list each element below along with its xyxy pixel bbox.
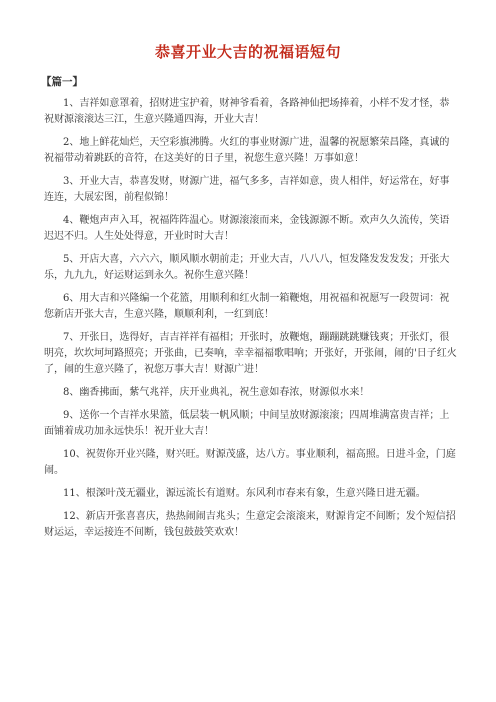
section-label: 【篇一】 [41,76,83,88]
paragraph: 4、鞭炮声声入耳，祝福阵阵温心。财源滚滚而来，金钱源源不断。欢声久久流传，笑语迟迟不归。人生处处得意，开业时时大吉！ [44,215,450,242]
paragraph: 8、幽香拂面，紫气兆祥，庆开业典礼，祝生意如春浓，财源似水来！ [63,387,370,398]
paragraph: 9、送你一个吉祥水果篮，低层装一帆风顺；中间呈放财源滚滚；四周堆满富贵吉祥；上面铺着成功加永远快乐！祝开业大吉！ [44,410,450,437]
paragraph: 3、开业大吉，恭喜发财，财源广进，福气多多，吉祥如意，贵人相伴，好运常在，好事连连，大展宏图，前程似锦！ [44,176,450,203]
paragraph: 2、地上鲜花灿烂，天空彩旗沸腾。火红的事业财源广进，温馨的祝愿繁荣昌隆，真诚的祝福带动着跳跃的音符，在这美好的日子里，祝您生意兴隆！万事如意！ [44,137,450,164]
paragraph: 6、用大吉和兴隆编一个花篮，用顺利和红火制一箱鞭炮，用祝福和祝愿写一段贺词：祝您新店开张大吉，生意兴隆，顺顺利利，一红到底！ [44,293,450,320]
paragraph: 1、吉祥如意罩着，招财进宝护着，财神爷看着，各路神仙把场捧着，小样不发才怪，恭祝财源滚滚达三江，生意兴隆通四海，开业大吉！ [44,98,450,125]
paragraph: 10、祝贺你开业兴隆，财兴旺。财源茂盛，达八方。事业顺利，福高照。日进斗金，门庭闹。 [44,449,456,476]
paragraph: 11、根深叶茂无疆业，源远流长有道财。东风利市春来有象，生意兴隆日进无疆。 [63,488,426,499]
paragraph-list [44,96,459,548]
paragraph: 7、开张日，选得好，吉吉祥祥有福相；开张时，放鞭炮，蹦蹦跳跳赚钱爽；开张灯，很明亮，坎坎坷坷路照亮；开张曲，已奏响，幸幸福福歌唱响；开张好，开张闹，闹的'日子红火了，闹的生意兴隆了，祝您万事大吉！财源广进！ [44,332,457,375]
paragraph: 5、开店大喜，六六六，顺风顺水朝前走；开业大吉，八八八，恒发隆发发发发；开张大乐，九九九，好运财运到永久。祝你生意兴隆！ [44,254,450,281]
paragraph: 12、新店开张喜喜庆，热热闹闹吉兆头；生意定会滚滚来，财源肯定不间断；发个短信招财运运，幸运接连不间断，钱包鼓鼓笑欢欢！ [44,511,456,538]
document-title: 恭喜开业大吉的祝福语短句 [154,43,341,61]
